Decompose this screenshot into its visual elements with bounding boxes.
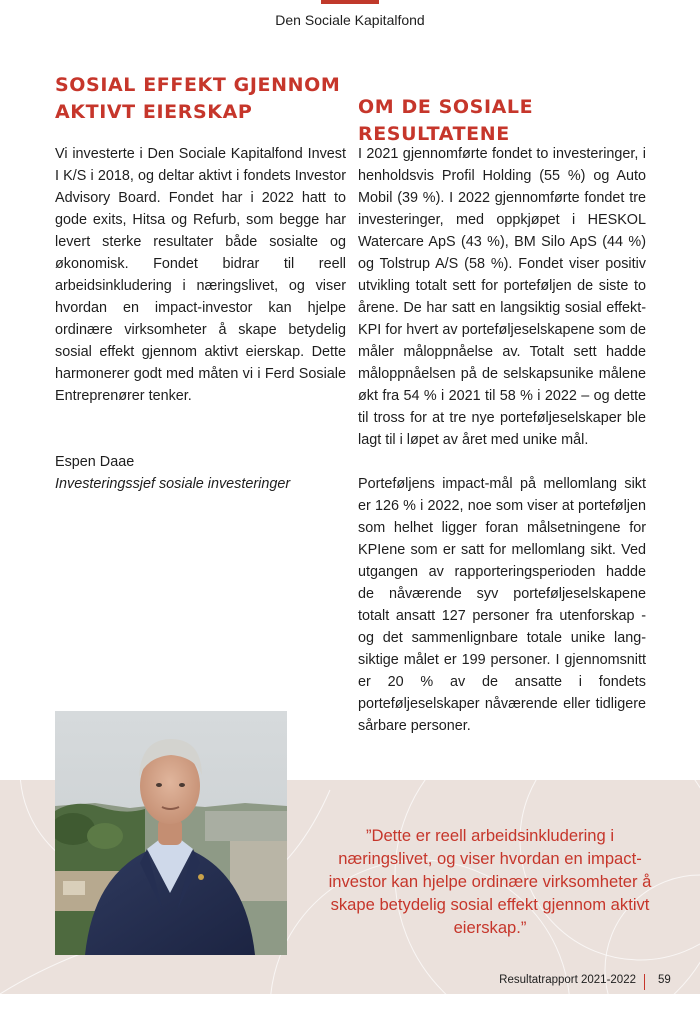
left-body-text: Vi investerte i Den Sociale Kapitalfond Invest I K/S i 2018, og deltar aktivt i fondets Investor Advisory Board. Fondet har i 2022 hatt to gode exits, Hitsa og Refurb, som begge har levert sterke resultater både sosialte og økonomisk. Fondet bidrar til reell arbeidsinkludering i næringslivet, og viser hvordan en impact-investor kan hjelpe ordinære virksomheter å skape betydelig sosial effekt gjennom aktivt eierskap. Dette harmonerer godt med måten vi i Ferd Sosiale Entreprenører tenker. bbox=[55, 146, 346, 404]
pull-quote: ”Dette er reell arbeidsinkludering i næringslivet, og viser hvordan en impact-investor kan hjelpe ordinære virksomheter å skape betydelig sosial effekt gjennom aktivt eierskap.” bbox=[328, 826, 652, 937]
right-paragraph-2: Porteføljens impact-mål på mellomlang sikt er 126 % i 2022, noe som viser at porteføljen som helhet ligger foran målsetningene for KPIene som er satt for mellomlang sikt. Ved utgangen av rapporteringsperioden hadde de nåværende syv porteføljeselskapene totalt ansatt 127 personer fra utenforskap - og det sammenlignbare totale unike langsiktige målet er 199 personer. I gjennomsnitt er 20 % av de ansatte i fondets porteføljeselskaper nåværende eller tidligere sårbare personer. bbox=[358, 476, 646, 734]
right-paragraph-1: I 2021 gjennomførte fondet to investeringer, i henholdsvis Profil Holding (55 %) og Auto Mobil (39 %). I 2022 gjennomførte fondet tre investeringer, med oppkjøpet i HESKOL Watercare ApS (43 %), BM Silo ApS (44 %) og Tolstrup A/S (58 %). Fondet viser positiv utvikling totalt sett for porteføljen de siste to årene. De har satt en langsiktig sosial effekt-KPI for hvert av porteføljeselskapene som de måler måloppnåelse av. Totalt sett hadde måloppnåelsen på de selskapsunike målene økt fra 54 % i 2021 til 58 % i 2022 – og dette til tross for at tre nye porteføljeselskaper ble lagt til i løpet av året med unike mål. bbox=[358, 146, 646, 448]
portrait-illustration bbox=[55, 711, 287, 955]
signature-block bbox=[55, 451, 345, 495]
page-footer bbox=[0, 974, 700, 992]
page-number: 59 bbox=[658, 974, 671, 986]
footer-report-title: Resultatrapport 2021-2022 bbox=[499, 974, 636, 986]
signature-name: Espen Daae bbox=[55, 454, 135, 470]
footer-divider bbox=[644, 974, 645, 990]
left-section-heading bbox=[55, 72, 345, 126]
top-accent-bar bbox=[321, 0, 379, 4]
right-section-heading: OM DE SOSIALE RESULTATENE bbox=[358, 96, 534, 145]
left-heading-line-1: SOSIAL EFFEKT GJENNOM bbox=[55, 74, 341, 96]
signature-role: Investeringssjef sosiale investeringer bbox=[55, 476, 291, 492]
right-body-text bbox=[358, 143, 646, 737]
left-heading-line-2: AKTIVT EIERSKAP bbox=[55, 101, 253, 123]
running-header: Den Sociale Kapitalfond bbox=[275, 12, 425, 28]
portrait-photo bbox=[55, 711, 287, 955]
